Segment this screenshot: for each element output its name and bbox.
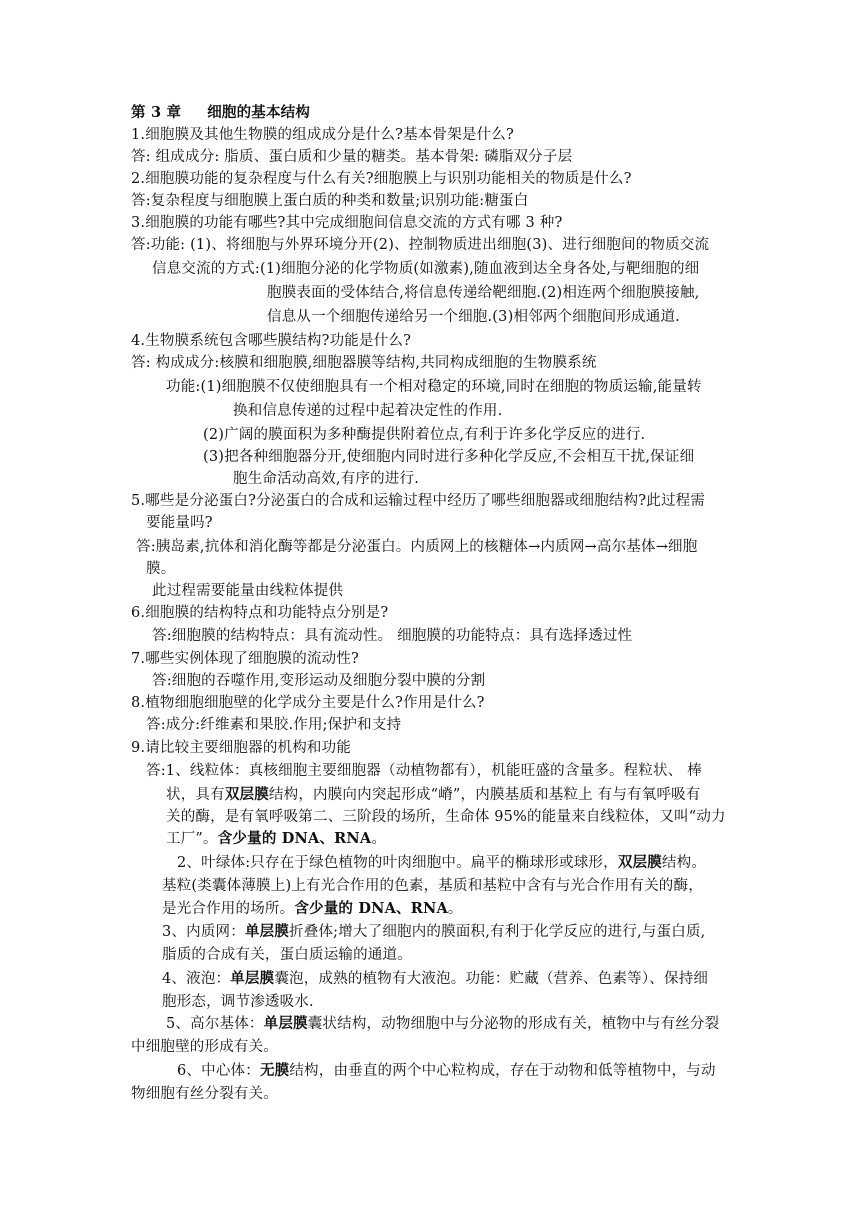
dna-rna-term: 含少量的 DNA、RNA [217, 830, 372, 847]
q5-question-line: 5.哪些是分泌蛋白?分泌蛋白的合成和运输过程中经历了哪些细胞器或细胞结构?此过程需 [131, 493, 706, 509]
q4-answer-line: (2)广阔的膜面积为多种酶提供附着位点,有利于许多化学反应的进行. [203, 427, 646, 443]
mito-line: 关的酶，是有氧呼吸第二、三阶段的场所，生命体 95%的能量来自线粒体，又叫“动力 [166, 809, 726, 825]
chapter-title [131, 102, 310, 124]
q2-answer: 答:复杂程度与细胞膜上蛋白质的种类和数量;识别功能:糖蛋白 [131, 193, 529, 209]
mito-line: 状，具有双层膜结构，内膜向内突起形成“嵴”，内膜基质和基粒上 有与有氧呼吸有 [166, 786, 701, 803]
q4-answer-line: 答: 构成成分:核膜和细胞膜,细胞器膜等结构,共同构成细胞的生物膜系统 [131, 355, 597, 371]
single-membrane-term: 单层膜 [244, 923, 290, 940]
q8-answer: 答:成分:纤维素和果胶.作用;保护和支持 [146, 717, 402, 733]
golgi-line: 中细胞壁的形成有关。 [131, 1039, 278, 1055]
q1-question: 1.细胞膜及其他生物膜的组成成分是什么?基本骨架是什么? [131, 127, 514, 143]
single-membrane-term: 单层膜 [263, 1015, 308, 1032]
q4-question: 4.生物膜系统包含哪些膜结构?功能是什么? [131, 333, 412, 349]
chloro-line: 是光合作用的场所。含少量的 DNA、RNA。 [162, 900, 463, 917]
double-membrane-term: 双层膜 [224, 786, 269, 803]
chapter-name: 细胞的基本结构 [207, 104, 311, 121]
q6-question: 6.细胞膜的结构特点和功能特点分别是? [131, 605, 389, 621]
q9-question: 9.请比较主要细胞器的机构和功能 [131, 740, 352, 756]
q4-answer-line: 换和信息传递的过程中起着决定性的作用. [233, 403, 503, 419]
vacuole-line: 胞形态，调节渗透吸水. [162, 994, 314, 1010]
double-membrane-term: 双层膜 [617, 854, 662, 871]
chapter-number: 第 3 章 [131, 104, 182, 121]
q3-question: 3.细胞膜的功能有哪些?其中完成细胞间信息交流的方式有哪 3 种? [131, 215, 563, 231]
q5-answer-line: 答:胰岛素,抗体和消化酶等都是分泌蛋白。内质网上的核糖体→内质网→高尔基体→细胞 [136, 539, 698, 555]
q3-answer-line: 信息从一个细胞传递给另一个细胞.(3)相邻两个细胞间形成通道. [267, 309, 680, 325]
q5-question-line: 要能量吗? [146, 515, 213, 531]
q4-answer-line: (3)把各种细胞器分开,使细胞内同时进行多种化学反应,不会相互干扰,保证细 [203, 449, 695, 465]
centrosome-line: 物细胞有丝分裂有关。 [131, 1086, 278, 1102]
q3-answer-line: 信息交流的方式:(1)细胞分泌的化学物质(如激素),随血液到达全身各处,与靶细胞的细 [152, 261, 700, 277]
single-membrane-term: 单层膜 [230, 970, 275, 987]
chloro-line: 基粒(类囊体薄膜上)上有光合作用的色素，基质和基粒中含有与光合作用有关的酶， [162, 878, 703, 894]
mito-line: 工厂”。含少量的 DNA、RNA。 [166, 830, 387, 847]
centrosome-line: 6、中心体：无膜结构，由垂直的两个中心粒构成，存在于动物和低等植物中，与动 [177, 1062, 716, 1079]
q2-question: 2.细胞膜功能的复杂程度与什么有关?细胞膜上与识别功能相关的物质是什么? [131, 171, 632, 187]
er-line: 脂质的合成有关，蛋白质运输的通道。 [162, 947, 412, 963]
er-line: 3、内质网：单层膜折叠体;增大了细胞内的膜面积,有利于化学反应的进行,与蛋白质, [162, 923, 706, 940]
q6-answer: 答:细胞膜的结构特点：具有流动性。 细胞膜的功能特点：具有选择透过性 [152, 628, 633, 644]
q4-answer-line: 功能:(1)细胞膜不仅使细胞具有一个相对稳定的环境,同时在细胞的物质运输,能量转 [166, 379, 702, 395]
q1-answer: 答: 组成成分: 脂质、蛋白质和少量的糖类。基本骨架: 磷脂双分子层 [131, 149, 573, 165]
dna-rna-term: 含少量的 DNA、RNA [294, 900, 448, 917]
mito-line: 答:1、线粒体：真核细胞主要细胞器（动植物都有），机能旺盛的含量多。程粒状、 棒 [146, 763, 702, 779]
q3-answer-line: 胞膜表面的受体结合,将信息传递给靶细胞.(2)相连两个细胞膜接触, [267, 285, 700, 301]
no-membrane-term: 无膜 [259, 1062, 290, 1079]
q8-question: 8.植物细胞细胞壁的化学成分主要是什么?作用是什么? [131, 695, 485, 711]
vacuole-line: 4、液泡：单层膜囊泡，成熟的植物有大液泡。功能：贮藏（营养、色素等）、保持细 [162, 970, 709, 987]
q3-answer-line: 答:功能: (1)、将细胞与外界环境分开(2)、控制物质进出细胞(3)、进行细胞间的物质交流 [131, 237, 710, 253]
q5-answer-line: 此过程需要能量由线粒体提供 [152, 583, 344, 599]
q7-answer: 答:细胞的吞噬作用,变形运动及细胞分裂中膜的分割 [152, 673, 486, 689]
chloro-line: 2、叶绿体:只存在于绿色植物的叶肉细胞中。扁平的椭球形或球形，双层膜结构。 [177, 854, 707, 871]
q7-question: 7.哪些实例体现了细胞膜的流动性? [131, 651, 360, 667]
q4-answer-line: 胞生命活动高效,有序的进行. [233, 471, 420, 487]
q5-answer-line: 膜。 [146, 561, 176, 577]
golgi-line: 5、高尔基体：单层膜囊状结构，动物细胞中与分泌物的形成有关，植物中与有丝分裂 [166, 1015, 720, 1032]
